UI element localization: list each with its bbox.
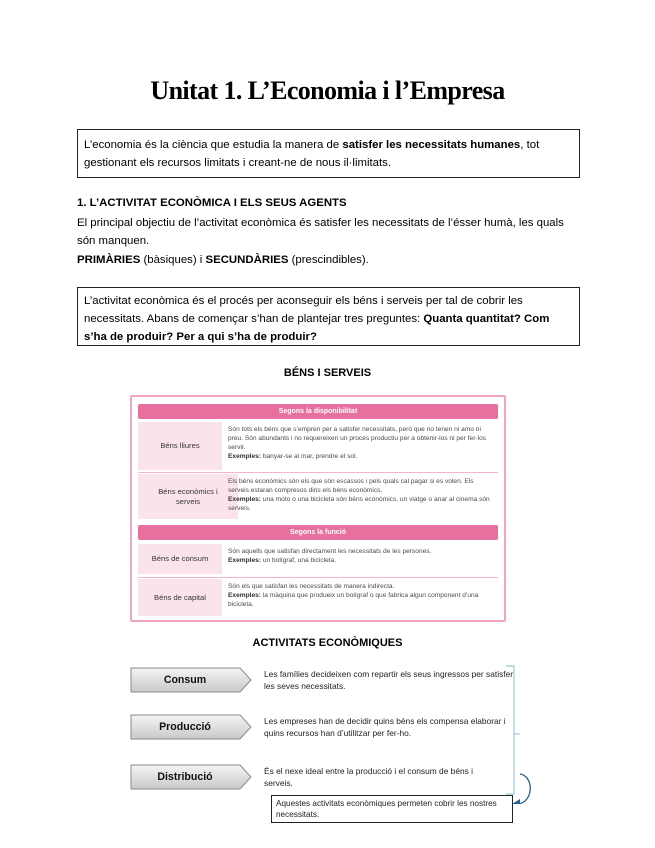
table-row	[138, 579, 498, 616]
table-divider	[138, 577, 498, 578]
activity-label: Distribució	[157, 771, 213, 783]
primaries-note: (bàsiques) i	[140, 254, 206, 266]
brace-arrow-icon	[500, 664, 540, 804]
intro-text-2: , tot gestionant els recursos limitats i creant-ne de nous il·limitats.	[84, 139, 540, 169]
goods-services-title: BÉNS I SERVEIS	[283, 367, 372, 379]
activity-consum	[130, 667, 252, 693]
economic-activities-title: ACTIVITATS ECONÒMIQUES	[252, 637, 403, 649]
intro-bold: satisfer les necessitats humanes	[342, 139, 521, 151]
definition-box	[77, 129, 580, 178]
activity-desc: Les empreses han de decidir quins béns els compensa elaborar i quins recursos han d’utilitzar per fer-ho.	[264, 716, 506, 738]
primaries-label: PRIMÀRIES	[77, 254, 141, 266]
activity-definition: L’activitat econòmica és el procés per aconseguir els béns i serveis per tal de cobrir les necessitats. Abans de començar s’han de plantejar tres preguntes:	[84, 295, 523, 325]
needs-line	[77, 251, 582, 269]
table-header-function: Segons la funció	[138, 525, 498, 540]
activity-produccio	[130, 714, 252, 740]
secundaries-note: (prescindibles).	[288, 254, 369, 266]
row-label: Béns econòmics i serveis	[138, 474, 238, 519]
activity-label: Producció	[159, 721, 211, 733]
section-heading: 1. L’ACTIVITAT ECONÒMICA I ELS SEUS AGENTS	[77, 197, 347, 209]
row-label: Béns de capital	[138, 579, 222, 616]
row-desc: Són aquells que satisfan directament les necessitats de les persones. Exemples: un bolígraf, una bicicleta.	[228, 548, 432, 564]
three-questions: Quanta quantitat? Com s’ha de produir? Per a qui s’ha de produir?	[84, 313, 550, 343]
row-desc: Els béns econòmics són els que són escassos i pels quals cal pagar si es volen. Els serveis estaran compresos dins els béns econòmics. Exemples: una moto o una bicicleta són béns econòmics, un viatge o anar al cinema són serveis.	[228, 478, 490, 512]
table-row	[138, 474, 498, 519]
activity-distribucio	[130, 764, 252, 790]
activity-label: Consum	[163, 674, 207, 686]
table-row	[138, 544, 498, 574]
row-label: Béns lliures	[138, 422, 222, 470]
conclusion-note: Aquestes activitats econòmiques permeten cobrir les nostres necessitats.	[271, 795, 513, 823]
row-desc: Són els que satisfan les necessitats de manera indirecta. Exemples: la màquina que produeix un bolígraf o que fabrica algun component d’una bicicleta.	[228, 583, 479, 608]
activity-desc: Les famílies decideixen com repartir els seus ingressos per satisfer les seves necessitats.	[264, 669, 514, 691]
row-desc: Són tots els béns que s’empren per a satisfer necessitats, però que no tenen ni amo ni preu. Són abundants i no requereixen un procés productiu per a obtenir-los ni per fer-los servir. Exemples: banyar-se al mar, prendre el sol.	[228, 426, 487, 460]
economic-activity-box	[77, 287, 580, 346]
activity-desc: És el nexe ideal entre la producció i el consum de béns i serveis.	[264, 766, 474, 788]
page-title: Unitat 1. L’Economia i l’Empresa	[150, 76, 505, 105]
table-divider	[138, 472, 498, 473]
section-paragraph: El principal objectiu de l’activitat econòmica és satisfer les necessitats de l’ésser humà, les quals són manquen.	[77, 217, 564, 247]
goods-table	[130, 395, 506, 622]
row-label: Béns de consum	[138, 544, 222, 574]
table-row	[138, 422, 498, 470]
secundaries-label: SECUNDÀRIES	[205, 254, 289, 266]
table-header-availability: Segons la disponibilitat	[138, 404, 498, 419]
intro-text-1: L’economia és la ciència que estudia la manera de	[84, 139, 343, 151]
